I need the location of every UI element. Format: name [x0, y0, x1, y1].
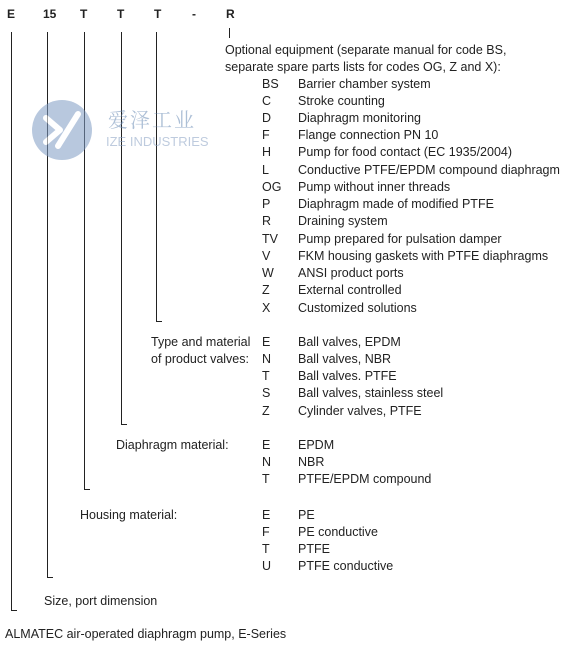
- valves-label-line1: Type and material: [151, 335, 251, 349]
- code-part-optional: R: [226, 7, 235, 21]
- watermark: [30, 98, 209, 165]
- series-connector: [11, 32, 12, 610]
- watermark-text-cn: 爱泽工业: [108, 108, 196, 132]
- code-part-diaphragm: T: [117, 7, 125, 21]
- size-connector-tick: [47, 577, 53, 578]
- diaphragm-connector: [121, 32, 122, 424]
- diaphragm-connector-tick: [121, 424, 127, 425]
- series-connector-tick: [11, 610, 17, 611]
- valves-label-line2: of product valves:: [151, 352, 249, 366]
- code-part-valves: T: [154, 7, 162, 21]
- code-part-dash: -: [192, 7, 196, 21]
- watermark-text-en: IZE INDUSTRIES: [106, 134, 209, 149]
- code-part-size: 15: [43, 7, 57, 21]
- optional-heading-line1: Optional equipment (separate manual for code BS,: [225, 43, 507, 57]
- watermark-logo-icon: [30, 98, 94, 162]
- code-part-housing: T: [80, 7, 88, 21]
- valves-connector-tick: [156, 321, 162, 322]
- size-label: Size, port dimension: [44, 594, 158, 608]
- code-part-series: E: [7, 7, 16, 21]
- housing-label: Housing material:: [80, 508, 178, 522]
- optional-heading-line2: separate spare parts lists for codes OG, Z and X):: [225, 60, 501, 74]
- optional-connector: [229, 28, 230, 38]
- diaphragm-label: Diaphragm material:: [116, 438, 229, 452]
- housing-connector-tick: [84, 489, 90, 490]
- valves-connector: [156, 32, 157, 321]
- series-label: ALMATEC air-operated diaphragm pump, E-Series: [5, 627, 287, 641]
